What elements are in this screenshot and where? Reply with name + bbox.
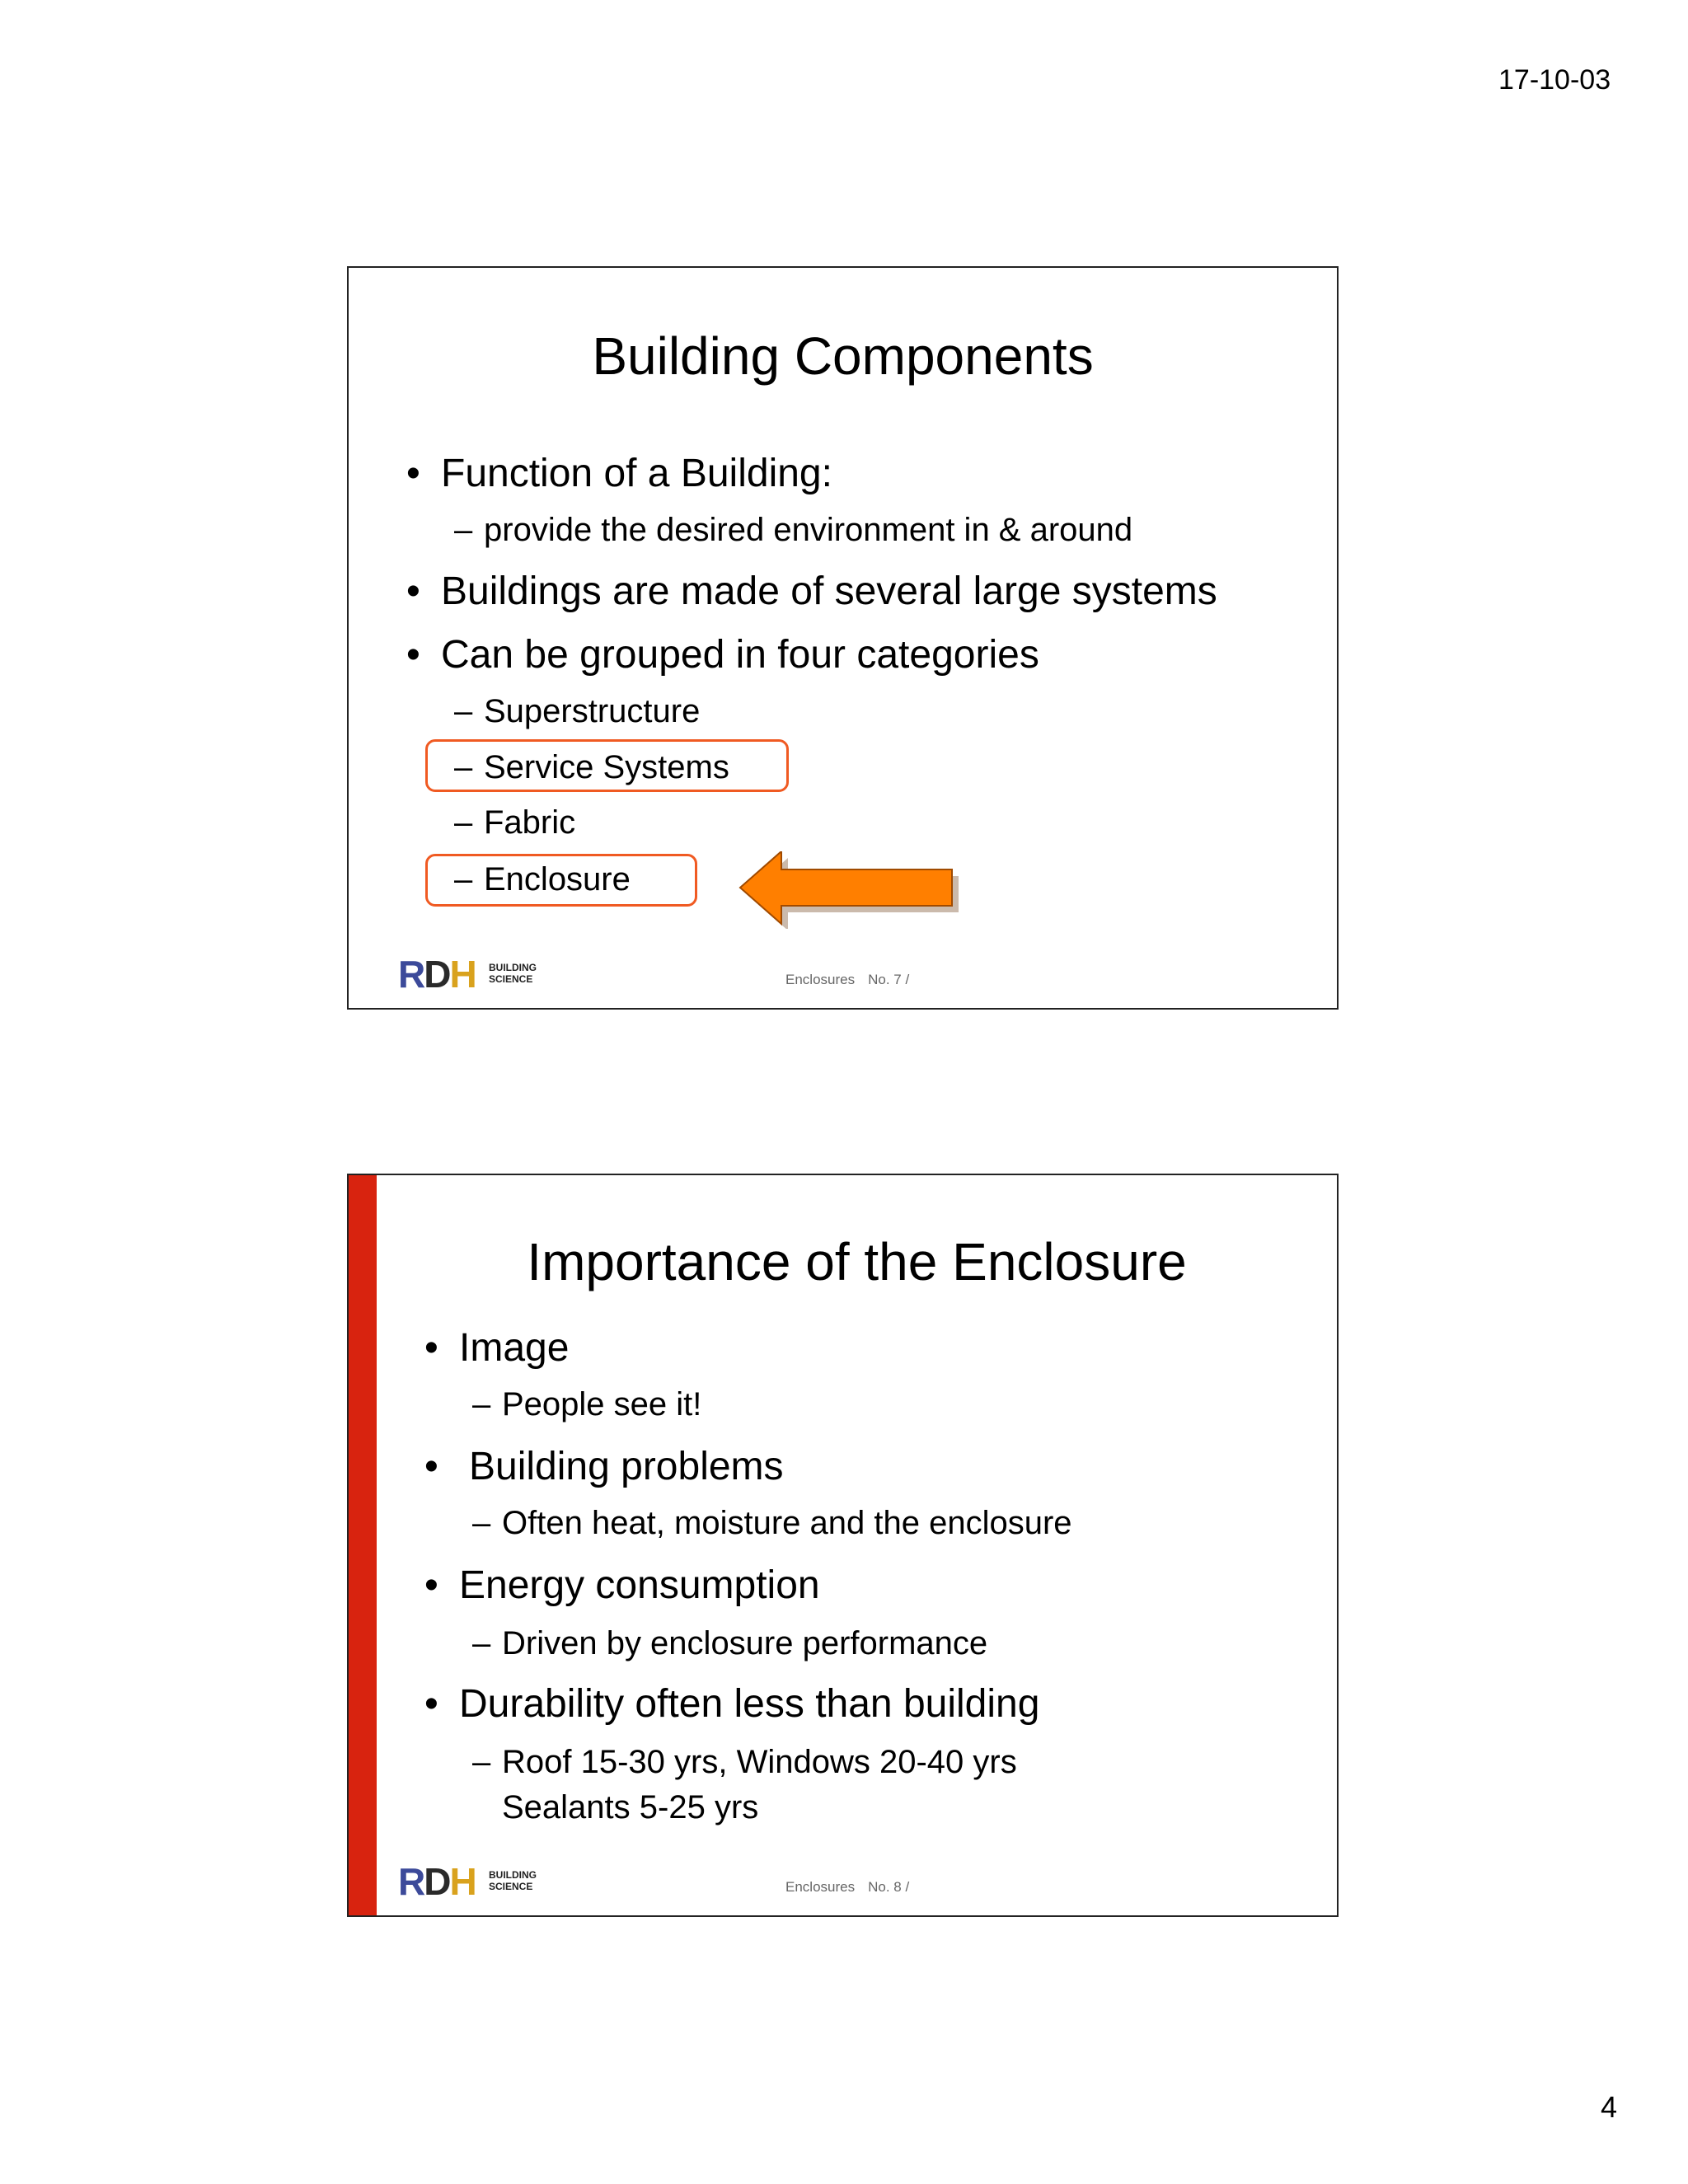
arrow-shape <box>740 851 952 924</box>
subitem-text: Sealants 5-25 yrs <box>502 1789 759 1825</box>
subitem-text: Often heat, moisture and the enclosure <box>502 1505 1072 1541</box>
subitem-text: Driven by enclosure performance <box>502 1625 988 1661</box>
bullet-text: Durability often less than building <box>459 1682 1040 1726</box>
subitem-text: Superstructure <box>484 693 701 729</box>
footer-slide-number: No. 7 / <box>868 972 910 987</box>
list-subitem <box>454 749 729 786</box>
footer-section: Enclosures <box>785 972 856 987</box>
list-item <box>424 1325 569 1371</box>
rdh-logo: RDH BUILDING SCIENCE <box>398 1860 537 1903</box>
dash-icon: – <box>472 1625 491 1661</box>
bullet-icon: • <box>424 1326 438 1370</box>
slide-title: Importance of the Enclosure <box>527 1232 1187 1291</box>
subitem-text: Service Systems <box>484 749 729 785</box>
footer-section: Enclosures <box>785 1879 856 1895</box>
bullet-icon: • <box>424 1682 438 1726</box>
list-subitem-continuation <box>502 1789 758 1826</box>
list-subitem <box>472 1505 1072 1542</box>
subitem-text: provide the desired environment in & around <box>484 512 1133 548</box>
page-number: 4 <box>1601 2090 1618 2124</box>
bullet-text: Function of a Building: <box>441 452 832 495</box>
bullet-text: Buildings are made of several large systems <box>441 569 1217 613</box>
list-item <box>424 1444 784 1489</box>
list-item <box>424 1681 1039 1727</box>
dash-icon: – <box>454 693 473 729</box>
list-subitem <box>472 1386 701 1423</box>
bullet-text: Can be grouped in four categories <box>441 633 1039 677</box>
slide-title: Building Components <box>592 326 1094 386</box>
bullet-text: Energy consumption <box>459 1563 820 1607</box>
list-subitem <box>454 693 700 730</box>
list-subitem <box>454 861 631 898</box>
bullet-icon: • <box>406 452 420 495</box>
subitem-text: People see it! <box>502 1386 702 1422</box>
page-date: 17-10-03 <box>1498 64 1611 96</box>
list-item <box>406 451 832 496</box>
list-subitem <box>472 1744 1017 1781</box>
slide-importance-of-enclosure <box>347 1174 1339 1917</box>
dash-icon: – <box>472 1386 491 1422</box>
bullet-text: Image <box>459 1326 570 1370</box>
list-item <box>424 1563 820 1608</box>
dash-icon: – <box>472 1505 491 1541</box>
bullet-icon: • <box>406 633 420 677</box>
left-arrow-icon <box>738 851 961 929</box>
slide-building-components <box>347 266 1339 1010</box>
subitem-text: Fabric <box>484 804 576 841</box>
subitem-text: Enclosure <box>484 861 631 898</box>
dash-icon: – <box>472 1744 491 1780</box>
bullet-icon: • <box>424 1563 438 1607</box>
list-subitem <box>454 512 1132 549</box>
bullet-text: Building problems <box>469 1445 784 1488</box>
bullet-icon: • <box>406 569 420 613</box>
list-subitem <box>472 1625 987 1662</box>
dash-icon: – <box>454 512 473 548</box>
slide-footer <box>785 972 922 988</box>
bullet-icon: • <box>424 1445 438 1488</box>
footer-slide-number: No. 8 / <box>868 1879 910 1895</box>
subitem-text: Roof 15-30 yrs, Windows 20-40 yrs <box>502 1744 1017 1780</box>
list-subitem <box>454 804 575 841</box>
dash-icon: – <box>454 861 473 898</box>
dash-icon: – <box>454 804 473 841</box>
bullet-list <box>349 1175 1337 1915</box>
rdh-logo: RDH BUILDING SCIENCE <box>398 953 537 996</box>
list-item <box>406 569 1217 614</box>
slide-footer <box>785 1879 922 1896</box>
dash-icon: – <box>454 749 473 785</box>
list-item <box>406 632 1039 677</box>
